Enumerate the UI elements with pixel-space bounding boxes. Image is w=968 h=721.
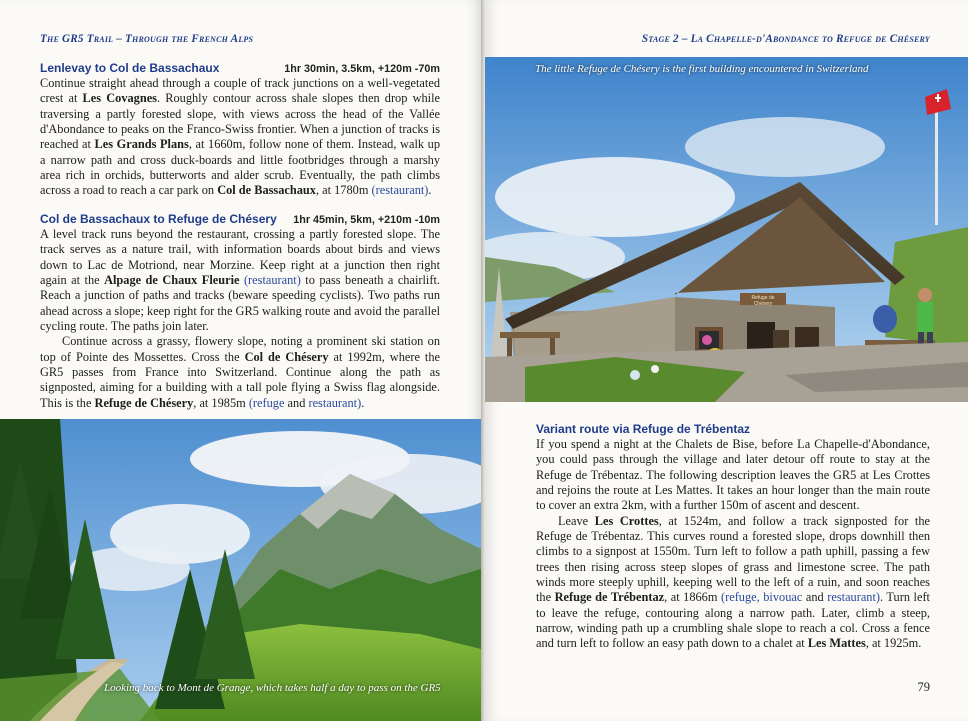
page-number: 79 [917, 680, 930, 694]
right-page [485, 0, 968, 721]
section-stats: 1hr 45min, 5km, +210m -10m [293, 214, 440, 226]
place-name: Refuge de Trébentaz [554, 590, 665, 605]
place-name: Les Mattes [807, 636, 866, 651]
left-running-header: The GR5 Trail – Through the French Alps [40, 33, 254, 45]
facility-note: restaurant) [827, 590, 881, 605]
place-name: Les Covagnes [82, 91, 157, 106]
paragraph: Continue across a grassy, flowery slope, noting a prominent ski station on top of Pointe des Mossettes. Cross the Col de Chésery at 1992m, where the GR5 passes from France into Switzerland. Continue along the path as signposted, aiming for a building with a tall pole flying a Swiss flag alongside. This is the Refuge de Chésery, at 1985m (refuge and restaurant). [40, 334, 440, 410]
section-stats: 1hr 30min, 3.5km, +120m -70m [284, 63, 440, 75]
section-body [40, 227, 440, 411]
facility-note: (refuge, bivouac [721, 590, 803, 605]
photo-caption: Looking back to Mont de Grange, which takes half a day to pass on the GR5 [104, 682, 441, 694]
section-title: Lenlevay to Col de Bassachaux [40, 61, 220, 75]
place-name: Les Grands Plans [94, 137, 189, 152]
section-heading [536, 421, 930, 437]
facility-note: (refuge [248, 395, 285, 410]
right-running-header: Stage 2 – La Chapelle-d'Abondance to Refuge de Chésery [641, 33, 930, 45]
section-title: Col de Bassachaux to Refuge de Chésery [40, 212, 277, 226]
mont-de-grange-photo [0, 419, 481, 721]
section-body [536, 437, 930, 652]
refuge-sign: Refuge de Chésery [751, 295, 775, 307]
place-name: Col de Bassachaux [217, 183, 316, 198]
section-body [40, 76, 440, 199]
paragraph: If you spend a night at the Chalets de Bise, before La Chapelle-d'Abondance, you could pass through the village and later detour off route to stay at the Refuge de Trébentaz. The following description leaves the GR5 at Les Crottes and rejoins the route at Les Mattes. It takes an hour longer than the main route to cover an extra 2km, with a further 150m of ascent and descent. [536, 437, 930, 513]
place-name: Refuge de Chésery [94, 395, 194, 410]
place-name: Les Crottes [594, 513, 659, 528]
paragraph: A level track runs beyond the restaurant, crossing a partly forested slope. The track serves as a nature trail, with information boards about birds and views down to Lac de Motriond, near Morzine. Keep right at a junction then right again at the Alpage de Chaux Fleurie (restaurant) to pass beneath a chairlift. Reach a junction of paths and tracks (beware speeding cyclists). Two paths run ahead across a slope; keep right for the GR5 walking route and avoid the parallel cycling route. The paths join later. [40, 227, 440, 334]
left-page [0, 0, 481, 721]
section-heading [40, 60, 440, 77]
place-name: Alpage de Chaux Fleurie [104, 273, 240, 288]
facility-note: (restaurant) [239, 273, 301, 288]
section-heading [40, 211, 440, 228]
photo-caption: The little Refuge de Chésery is the first building encountered in Switzerland [535, 63, 869, 75]
paragraph: Leave Les Crottes, at 1524m, and follow a track signposted for the Refuge de Trébentaz. This curves round a forested slope, drops downhill then climbs to a signpost at 1550m. Turn left to follow a path uphill, passing a few trees then rising across steep slopes of grass and limestone scree. The path winds more steeply uphill, keeping well to the left of a ruin, and soon reaches the Refuge de Trébentaz, at 1866m (refuge, bivouac and restaurant). Turn left to leave the refuge, contouring along a narrow path. Later, climb a steep, narrow, winding path up a crumbling shale slope to reach a col. Cross a fence and turn left to follow an easy path down to a chalet at Les Mattes, at 1925m. [536, 513, 931, 651]
section-title: Variant route via Refuge de Trébentaz [536, 422, 751, 436]
facility-note: (restaurant) [371, 183, 429, 198]
paragraph: Continue straight ahead through a couple of track junctions on a well-vegetated crest at Les Covagnes. Roughly contour across shale slopes then drop while traversing a partly forested slope, with views across the head of the Vallée d'Abondance to peaks on the Franco-Swiss frontier. When a junction of tracks is reached at Les Grands Plans, at 1660m, follow none of them. Instead, walk up a narrow path and cross duck-boards and little footbridges through a marshy area rich in orchids, butterworts and alder scrub. Eventually, the path climbs across a road to reach a car park on Col de Bassachaux, at 1780m (restaurant). [40, 76, 440, 198]
refuge-de-chesery-photo [485, 57, 968, 402]
facility-note: restaurant) [308, 395, 362, 410]
place-name: Col de Chésery [244, 349, 329, 364]
